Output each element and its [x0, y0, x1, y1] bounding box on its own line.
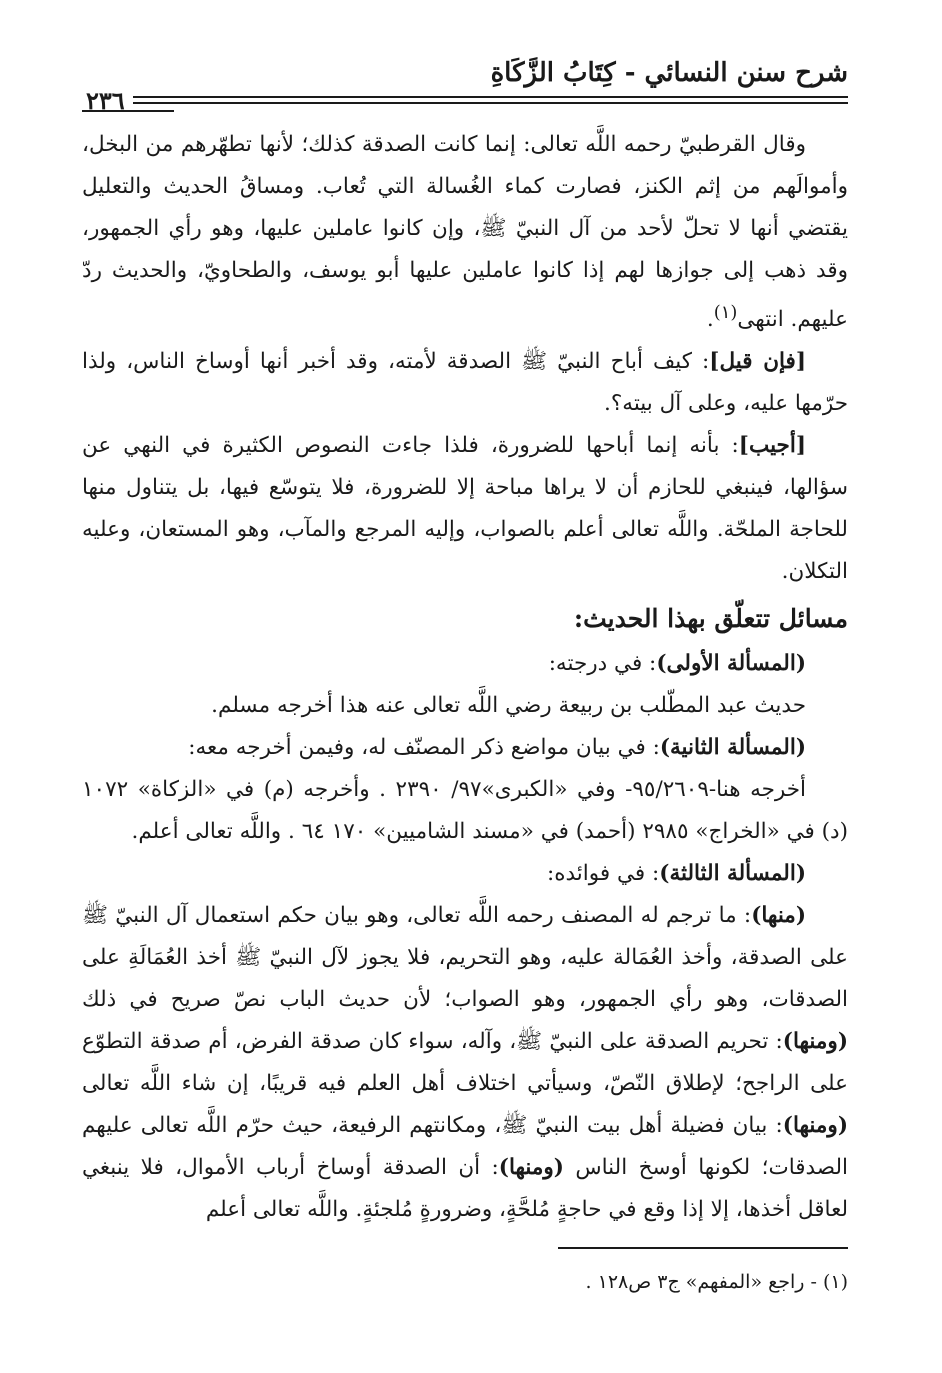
- page-number-rule: [82, 110, 174, 112]
- header-rule: [82, 96, 848, 98]
- question-one-label: (المسألة الأولى): [656, 651, 806, 677]
- benefit-two-label: (ومنها): [782, 1029, 848, 1055]
- question-two: [82, 727, 848, 769]
- section-heading: مسائل تتعلّق بهذا الحديث:: [573, 604, 848, 634]
- objection-label: [فإن قيل]: [709, 349, 806, 375]
- benefit-four-label: (ومنها): [498, 1155, 564, 1181]
- main-text: [82, 124, 848, 1231]
- question-three-label: (المسألة الثالثة): [659, 861, 806, 887]
- benefit-two-text: : تحريم الصدقة على النبيّ ﷺ، وآله، سواء كان صدقة الفرض، أم صدقة التطوّع على الراجح؛ لإطلاق النّصّ، وسيأتي اختلاف أهل العلم فيه قريبًا، إن شاء اللَّه تعالى: [82, 1029, 848, 1097]
- footnote: (١) - راجع «المفهم» ج٣ ص١٢٨ .: [585, 1271, 848, 1294]
- question-two-body: أخرجه هنا-٩٥/٢٦٠٩- وفي «الكبرى»٩٧/ ٢٣٩٠ . وأخرجه (م) في «الزكاة» ١٠٧٢ (د) في «الخراج» ٢٩٨٥ (أحمد) في «مسند الشاميين» ١٧٠ ٦٤ . واللَّه تعالى أعلم.: [82, 777, 848, 845]
- running-header: [82, 52, 848, 118]
- question-three-text: : في فوائده:: [547, 861, 660, 887]
- question-one-body: حديث عبد المطّلب بن ربيعة رضي اللَّه تعالى عنه هذا أخرجه مسلم.: [211, 693, 806, 719]
- question-three: [82, 853, 848, 895]
- paragraph-answer: [82, 425, 848, 593]
- footnote-reference: (١): [713, 302, 738, 323]
- paragraph-qurtubi: [82, 124, 848, 341]
- book-page: [82, 52, 848, 1352]
- benefit-three-text: : بيان فضيلة أهل بيت النبيّ ﷺ، ومكانتهم الرفيعة، حيث حرّم اللَّه تعالى عليهم الصدقات؛ لكونها أوسخ الناس: [82, 1113, 848, 1181]
- page-number: ٢٣٦: [82, 88, 133, 114]
- question-two-label: (المسألة الثانية): [659, 735, 806, 761]
- benefit-one-label: (منها): [751, 903, 806, 929]
- paragraph-text: وقال القرطبيّ رحمه اللَّه تعالى: إنما كانت الصدقة كذلك؛ لأنها تطهّرهم من البخل، وأموالَهم من إثم الكنز، فصارت كماء الغُسالة التي تُعاب. ومساقُ الحديث والتعليل يقتضي أنها لا تحلّ لأحد من آل النبيّ ﷺ، وإن كانوا عاملين عليها، وهو رأي الجمهور، وقد ذهب إلى جوازها لهم إذا كانوا عاملين عليها أبو يوسف، والطحاويّ، والحديث ردّ عليهم. انتهى: [82, 132, 848, 333]
- question-one-text: : في درجته:: [548, 651, 657, 677]
- footnote-separator: [558, 1247, 848, 1249]
- header-title: شرح سنن النسائي - كِتَابُ الزَّكَاةِ: [490, 58, 848, 88]
- benefit-four-text: : أن الصدقة أوساخ أرباب الأموال، فلا ينبغي لعاقل أخذها، إلا إذا وقع في حاجةٍ مُلحَّةٍ، وضرورةٍ مُلجئةٍ. واللَّه تعالى أعلم: [82, 1155, 848, 1223]
- benefit-one-text: : ما ترجم له المصنف رحمه اللَّه تعالى، وهو بيان حكم استعمال آل النبيّ ﷺ على الصدقة، وأخذ العُمَالة عليه، وهو التحريم، فلا يجوز لآل النبيّ ﷺ أخذ العُمَالَةِ على الصدقات، وهو رأي الجمهور، وهو الصواب؛ لأن حديث الباب نصّ صريح في ذلك: [82, 903, 848, 1013]
- paragraph-objection: [82, 341, 848, 425]
- benefit-three-label: (ومنها): [782, 1113, 848, 1139]
- question-two-text: : في بيان مواضع ذكر المصنّف له، وفيمن أخرجه معه:: [188, 735, 660, 761]
- answer-text: : بأنه إنما أباحها للضرورة، فلذا جاءت النصوص الكثيرة في النهي عن سؤالها، فينبغي للحازم أن لا يراها مباحة إلا للضرورة، فلا يتوسّع فيها، بل يتناول منها للحاجة الملحّة. واللَّه تعالى أعلم بالصواب، وإليه المرجع والمآب، وهو المستعان، وعليه التكلان.: [82, 433, 848, 585]
- answer-label: [أجيب]: [738, 433, 806, 459]
- objection-text: : كيف أباح النبيّ ﷺ الصدقة لأمته، وقد أخبر أنها أوساخ الناس، ولذا حرّمها عليه، وعلى آل بيته؟.: [82, 349, 848, 417]
- paragraph-end: .: [706, 307, 714, 333]
- question-one: [82, 643, 848, 685]
- header-rule-second: [82, 102, 848, 104]
- benefits-paragraph: [82, 895, 848, 1231]
